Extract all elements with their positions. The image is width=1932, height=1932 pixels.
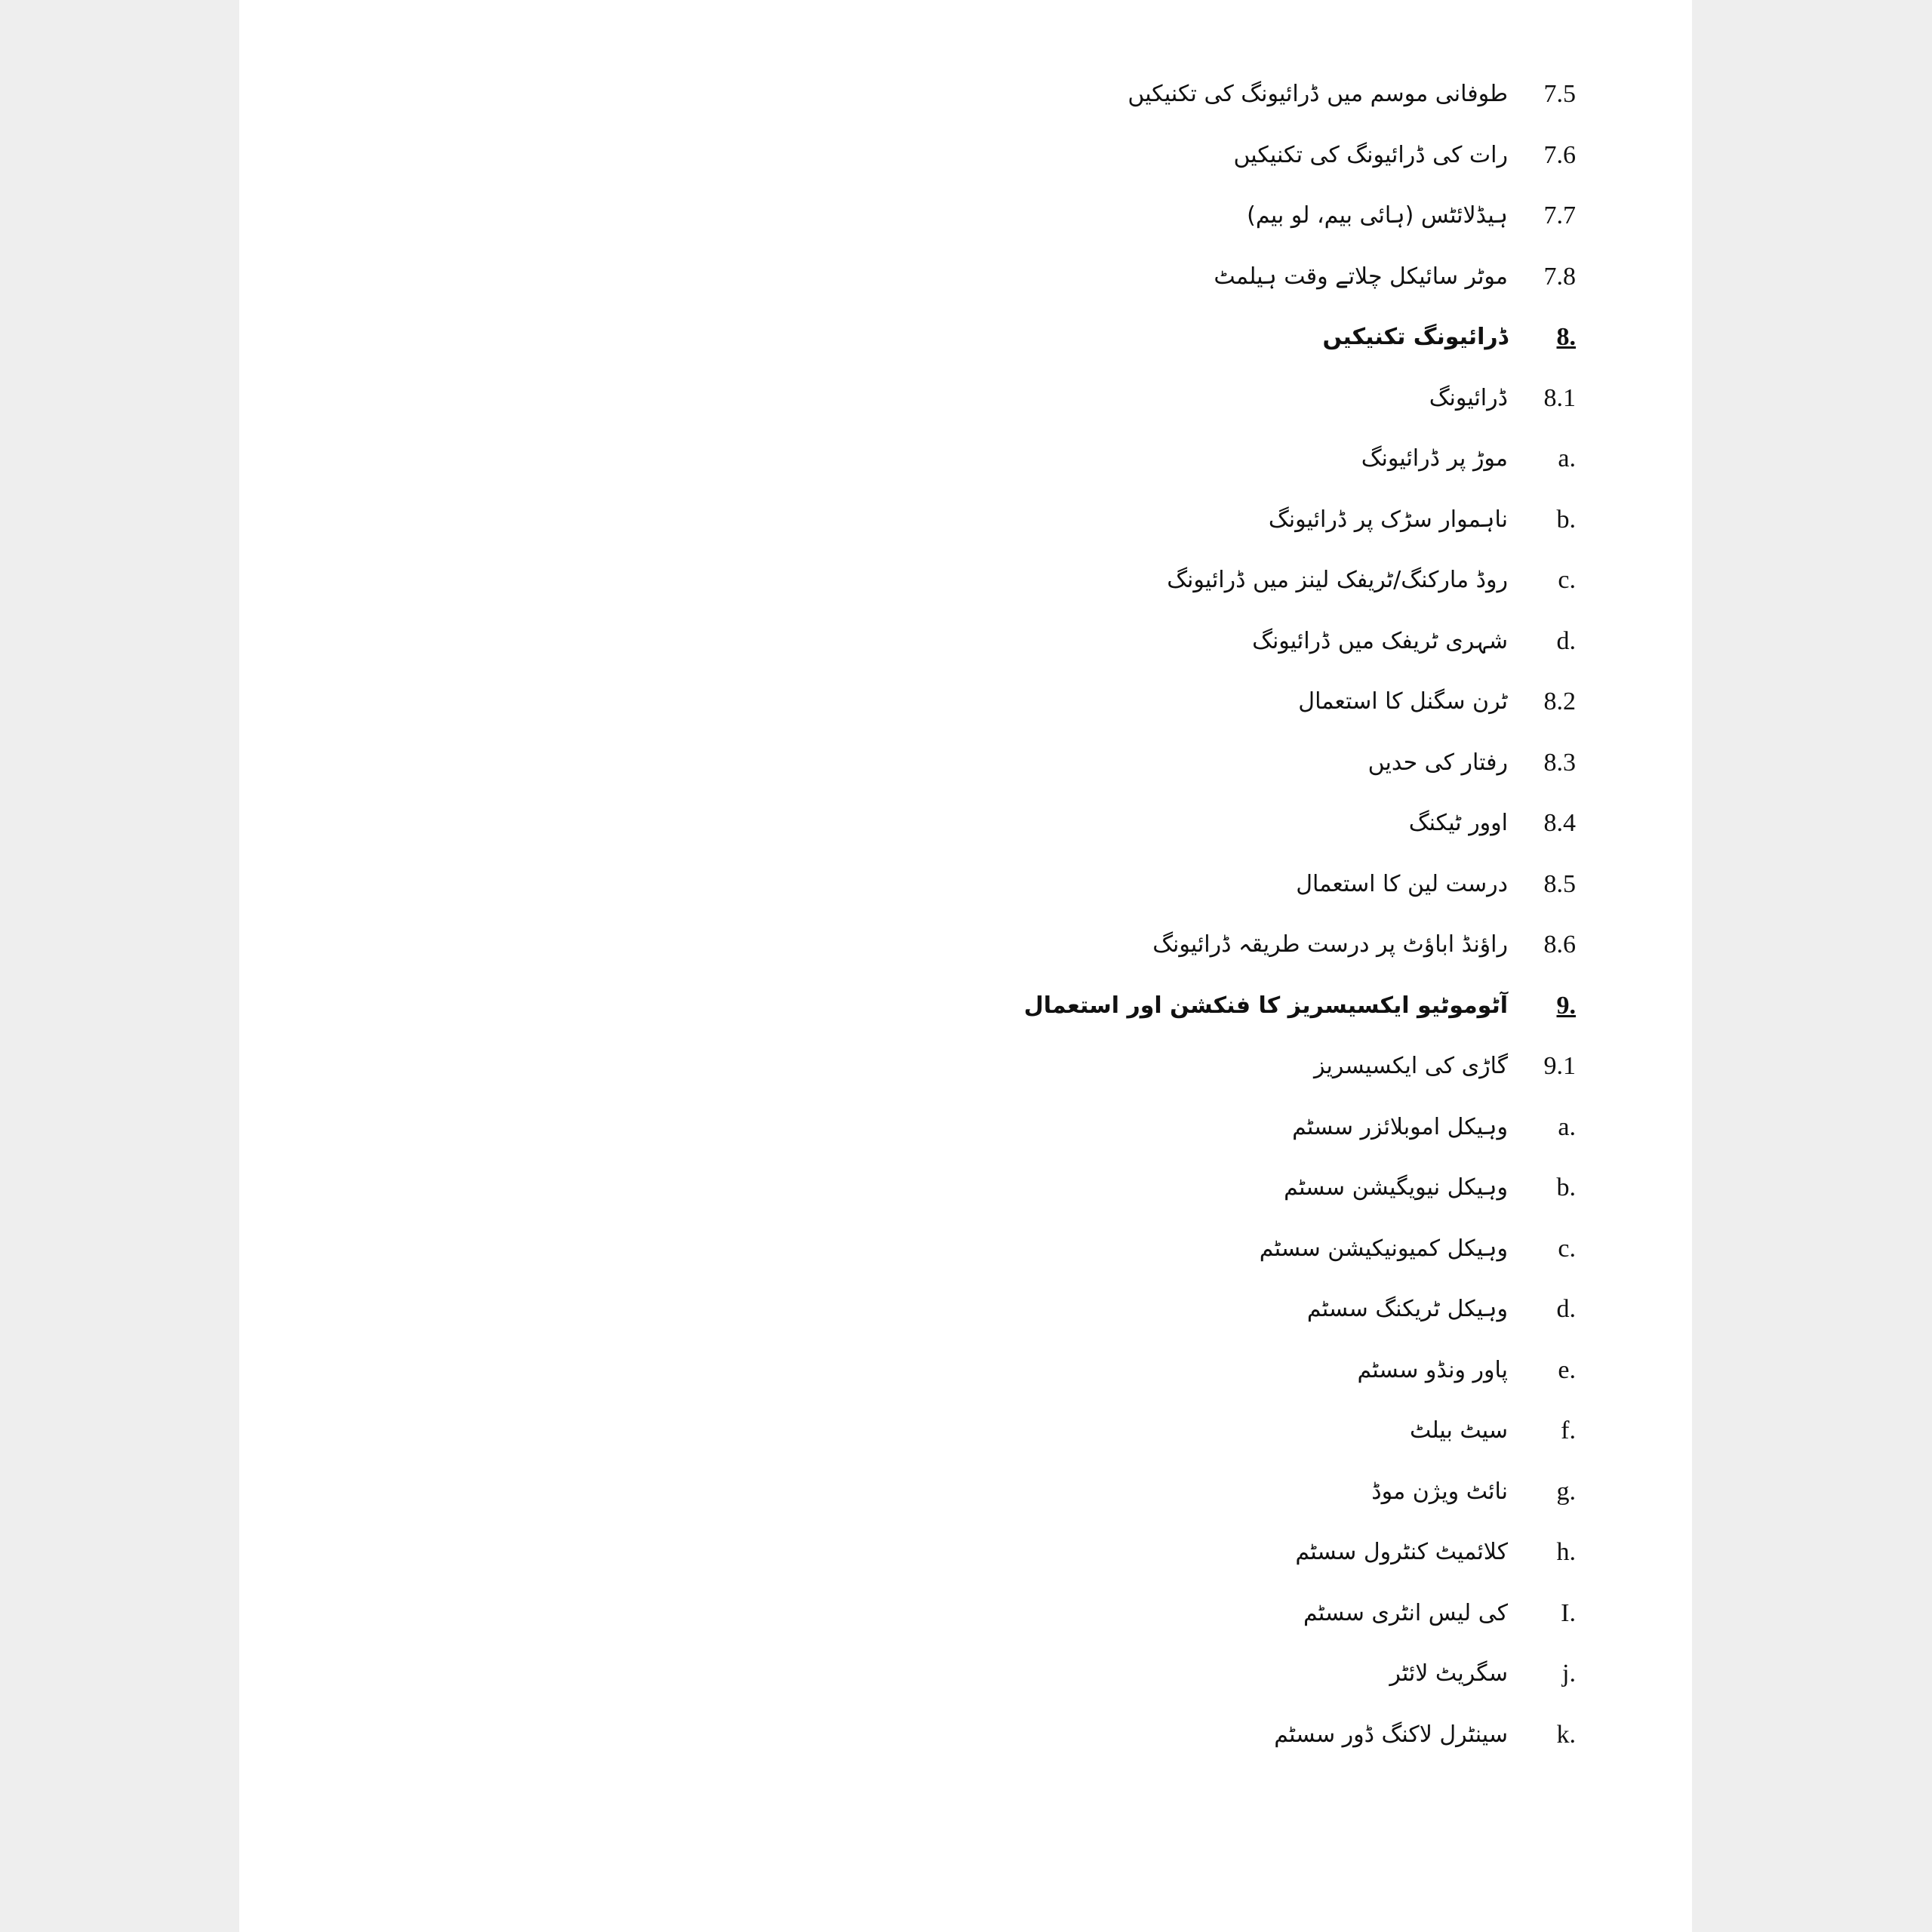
toc-entry: [0, 1591, 1932, 1636]
toc-entry-title: آٹوموٹیو ایکسیسریز کا فنکشن اور استعمال: [1023, 992, 1508, 1019]
toc-entry: [0, 376, 1932, 421]
toc-entry-number: k.: [1556, 1721, 1576, 1749]
toc-entry-title: گاڑی کی ایکسیسریز: [1313, 1053, 1508, 1079]
toc-entry-title: موٹر سائیکل چلاتے وقت ہیلمٹ: [1214, 263, 1508, 290]
toc-entry-title: پاور ونڈو سسٹم: [1357, 1357, 1508, 1383]
toc-entry-title: وہیکل ٹریکنگ سسٹم: [1306, 1296, 1508, 1322]
toc-entry: [0, 254, 1932, 300]
toc-entry-title: درست لین کا استعمال: [1296, 871, 1508, 897]
toc-entry: [0, 1226, 1932, 1272]
toc-entry: [0, 1469, 1932, 1515]
toc-entry-number: 9.1: [1543, 1052, 1576, 1080]
toc-entry: [0, 72, 1932, 117]
toc-entry: [0, 1348, 1932, 1393]
toc-entry-title: کلائمیٹ کنٹرول سسٹم: [1295, 1539, 1508, 1565]
toc-entry-title: سگریٹ لائٹر: [1389, 1660, 1508, 1687]
toc-entry: [0, 1530, 1932, 1575]
toc-entry-number: 8.: [1556, 323, 1576, 351]
toc-entry: [0, 1712, 1932, 1758]
toc-entry: [0, 922, 1932, 968]
toc-entry: [0, 862, 1932, 907]
toc-entry: [0, 193, 1932, 238]
toc-entry-number: 7.7: [1543, 202, 1576, 229]
toc-entry: [0, 1651, 1932, 1697]
toc-entry: [0, 619, 1932, 664]
toc-entry-number: 8.1: [1543, 384, 1576, 412]
toc-entry-title: ہیڈلائٹس (ہائی بیم، لو بیم): [1247, 202, 1508, 229]
toc-entry-number: 7.5: [1543, 80, 1576, 108]
toc-entry-title: ناہموار سڑک پر ڈرائیونگ: [1268, 506, 1508, 533]
toc-entry-title: ٹرن سگنل کا استعمال: [1298, 688, 1508, 715]
toc-entry-number: I.: [1561, 1599, 1576, 1627]
toc-entry-title: وہیکل اموبلائزر سسٹم: [1292, 1114, 1508, 1140]
toc-entry-title: رفتار کی حدیں: [1367, 749, 1508, 776]
toc-entry: [0, 1165, 1932, 1211]
toc-entry-number: c.: [1558, 1235, 1576, 1263]
toc-entry-title: سینٹرل لاکنگ ڈور سسٹم: [1274, 1721, 1508, 1748]
toc-entry-number: 8.4: [1543, 809, 1576, 837]
toc-entry-number: a.: [1558, 1113, 1576, 1141]
toc-entry-title: رات کی ڈرائیونگ کی تکنیکیں: [1233, 142, 1508, 168]
toc-entry: [0, 1105, 1932, 1150]
toc-entry-number: 8.5: [1543, 870, 1576, 898]
toc-entry-title: وہیکل کمیونیکیشن سسٹم: [1259, 1235, 1508, 1262]
toc-entry: [0, 315, 1932, 360]
toc-entry-number: b.: [1556, 506, 1576, 534]
toc-entry-number: 8.6: [1543, 931, 1576, 958]
toc-entry-number: f.: [1561, 1417, 1576, 1444]
toc-entry-number: 8.2: [1543, 688, 1576, 715]
toc-entry: [0, 740, 1932, 786]
toc-entry: [0, 497, 1932, 543]
toc-entry-number: d.: [1556, 627, 1576, 655]
toc-entry-title: راؤنڈ اباؤٹ پر درست طریقہ ڈرائیونگ: [1152, 931, 1508, 958]
toc-entry: [0, 1044, 1932, 1089]
toc-entry-title: طوفانی موسم میں ڈرائیونگ کی تکنیکیں: [1128, 81, 1508, 107]
toc-entry-title: شہری ٹریفک میں ڈرائیونگ: [1252, 628, 1508, 654]
toc-entry-title: ڈرائیونگ: [1429, 385, 1508, 411]
toc-entry-number: c.: [1558, 566, 1576, 594]
toc-entry: [0, 558, 1932, 603]
toc-entry-number: a.: [1558, 445, 1576, 472]
toc-entry-number: g.: [1556, 1478, 1576, 1506]
toc-entry-number: d.: [1556, 1295, 1576, 1323]
toc-entry-title: نائٹ ویژن موڈ: [1371, 1478, 1508, 1505]
toc-entry-number: 7.6: [1543, 141, 1576, 169]
toc-entry-title: اوور ٹیکنگ: [1408, 810, 1508, 836]
toc-entry-title: موڑ پر ڈرائیونگ: [1361, 445, 1508, 472]
toc-entry-number: h.: [1556, 1538, 1576, 1566]
toc-entry-number: e.: [1558, 1356, 1576, 1384]
toc-entry-title: روڈ مارکنگ/ٹریفک لینز میں ڈرائیونگ: [1167, 567, 1508, 593]
toc-entry: [0, 1408, 1932, 1454]
toc-entry-number: 9.: [1556, 992, 1576, 1020]
toc-entry: [0, 801, 1932, 846]
toc-entry-number: j.: [1562, 1660, 1576, 1687]
toc-entry: [0, 679, 1932, 724]
toc-entry: [0, 983, 1932, 1029]
toc-entry: [0, 133, 1932, 178]
toc-entry-number: 7.8: [1543, 263, 1576, 291]
toc-entry: [0, 436, 1932, 481]
toc-entry-title: وہیکل نیویگیشن سسٹم: [1284, 1174, 1508, 1201]
toc-entry-title: کی لیس انٹری سسٹم: [1303, 1600, 1508, 1626]
toc-entry-number: 8.3: [1543, 749, 1576, 777]
toc-entry-title: سیٹ بیلٹ: [1410, 1417, 1508, 1444]
toc-entry: [0, 1287, 1932, 1332]
toc-entry-title: ڈرائیونگ تکنیکیں: [1322, 324, 1508, 350]
toc-entry-number: b.: [1556, 1174, 1576, 1201]
